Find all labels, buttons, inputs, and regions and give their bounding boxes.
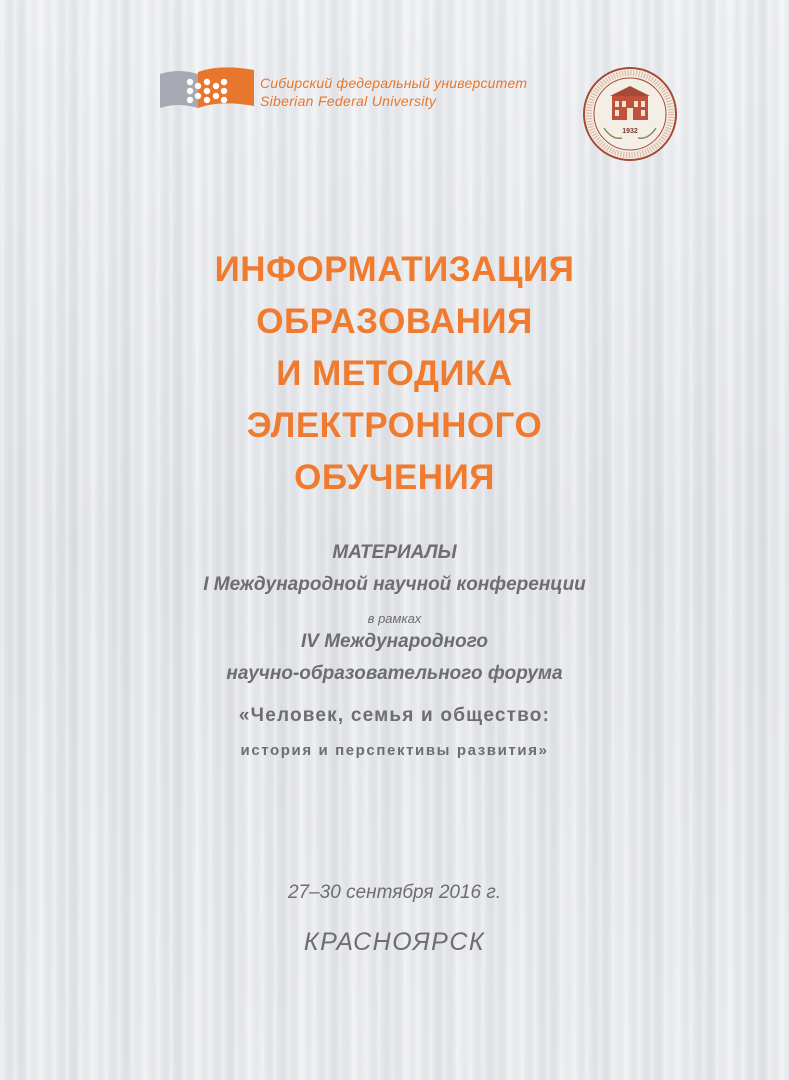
forum-title-line2: история и перспективы развития» [240,742,549,759]
title-line: ЭЛЕКТРОННОГО [246,406,543,445]
university-seal-icon [582,66,678,162]
event-dates: 27–30 сентября 2016 г. [287,882,502,903]
conference-name: I Международной научной конференции [203,574,586,595]
sfu-logo [158,62,528,122]
materials-heading: МАТЕРИАЛЫ [332,542,457,563]
university-name-en: Siberian Federal University [260,93,437,109]
forum-type: научно-образовательного форума [226,663,563,684]
title-line: И МЕТОДИКА [276,354,513,393]
title-line: ОБУЧЕНИЯ [294,458,495,497]
forum-ordinal: IV Международного [300,631,489,652]
title-line: ОБРАЗОВАНИЯ [256,302,533,341]
page-title [0,244,789,504]
city-name: КРАСНОЯРСК [303,928,486,956]
kspu-seal [582,66,678,162]
sfu-wordmark [260,74,527,110]
title-line: ИНФОРМАТИЗАЦИЯ [214,250,575,289]
seal-year: 1932 [622,128,638,135]
sfu-logo-mark-icon [158,62,256,118]
within-label: в рамках [367,611,422,626]
university-name-ru: Сибирский федеральный университет [260,75,528,91]
forum-title-line1: «Человек, семья и общество: [238,705,551,726]
